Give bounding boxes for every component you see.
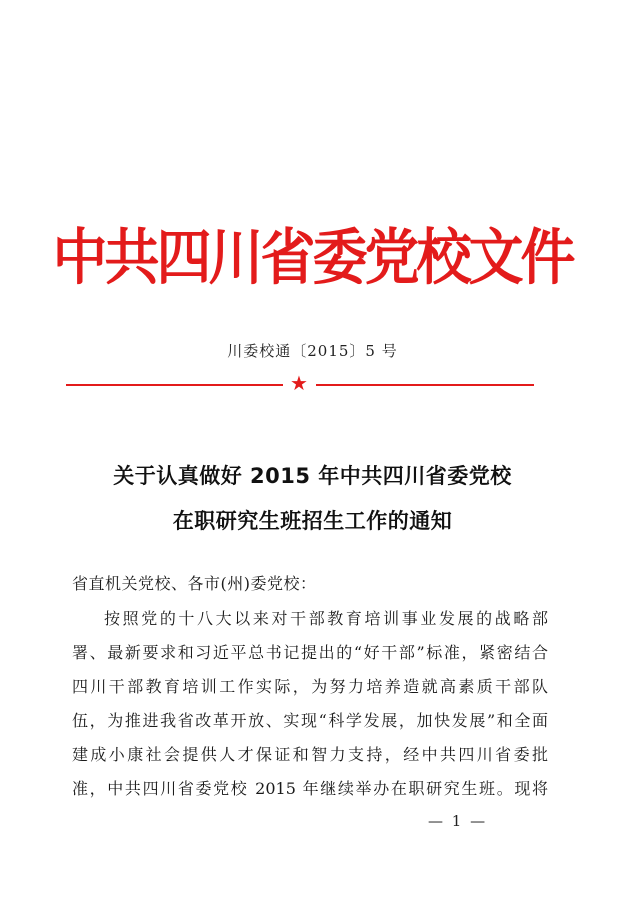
divider-line-left bbox=[66, 384, 283, 386]
salutation: 省直机关党校、各市(州)委党校： bbox=[72, 574, 317, 593]
star-icon: ★ bbox=[290, 371, 308, 395]
page-number: — 1 — bbox=[428, 812, 488, 830]
body-line: 署、最新要求和习近平总书记提出的“好干部”标准，紧密结合 bbox=[72, 643, 548, 662]
header-divider bbox=[66, 371, 534, 395]
body-line: 准，中共四川省委党校 2015 年继续举办在职研究生班。现将 bbox=[72, 779, 548, 798]
body-line: 四川干部教育培训工作实际，为努力培养造就高素质干部队 bbox=[72, 677, 548, 696]
notice-title-line-2: 在职研究生班招生工作的通知 bbox=[172, 509, 453, 533]
body-line: 建成小康社会提供人才保证和智力支持，经中共四川省委批 bbox=[72, 745, 548, 764]
document-header-title: 中共四川省委党校文件 bbox=[52, 221, 573, 293]
body-line: 按照党的十八大以来对干部教育培训事业发展的战略部 bbox=[104, 609, 548, 628]
body-line: 伍，为推进我省改革开放、实现“科学发展，加快发展”和全面 bbox=[72, 711, 548, 730]
document-number: 川委校通〔2015〕5 号 bbox=[227, 342, 398, 360]
divider-line-right bbox=[316, 384, 534, 386]
notice-title-line-1: 关于认真做好 2015 年中共四川省委党校 bbox=[113, 464, 512, 488]
